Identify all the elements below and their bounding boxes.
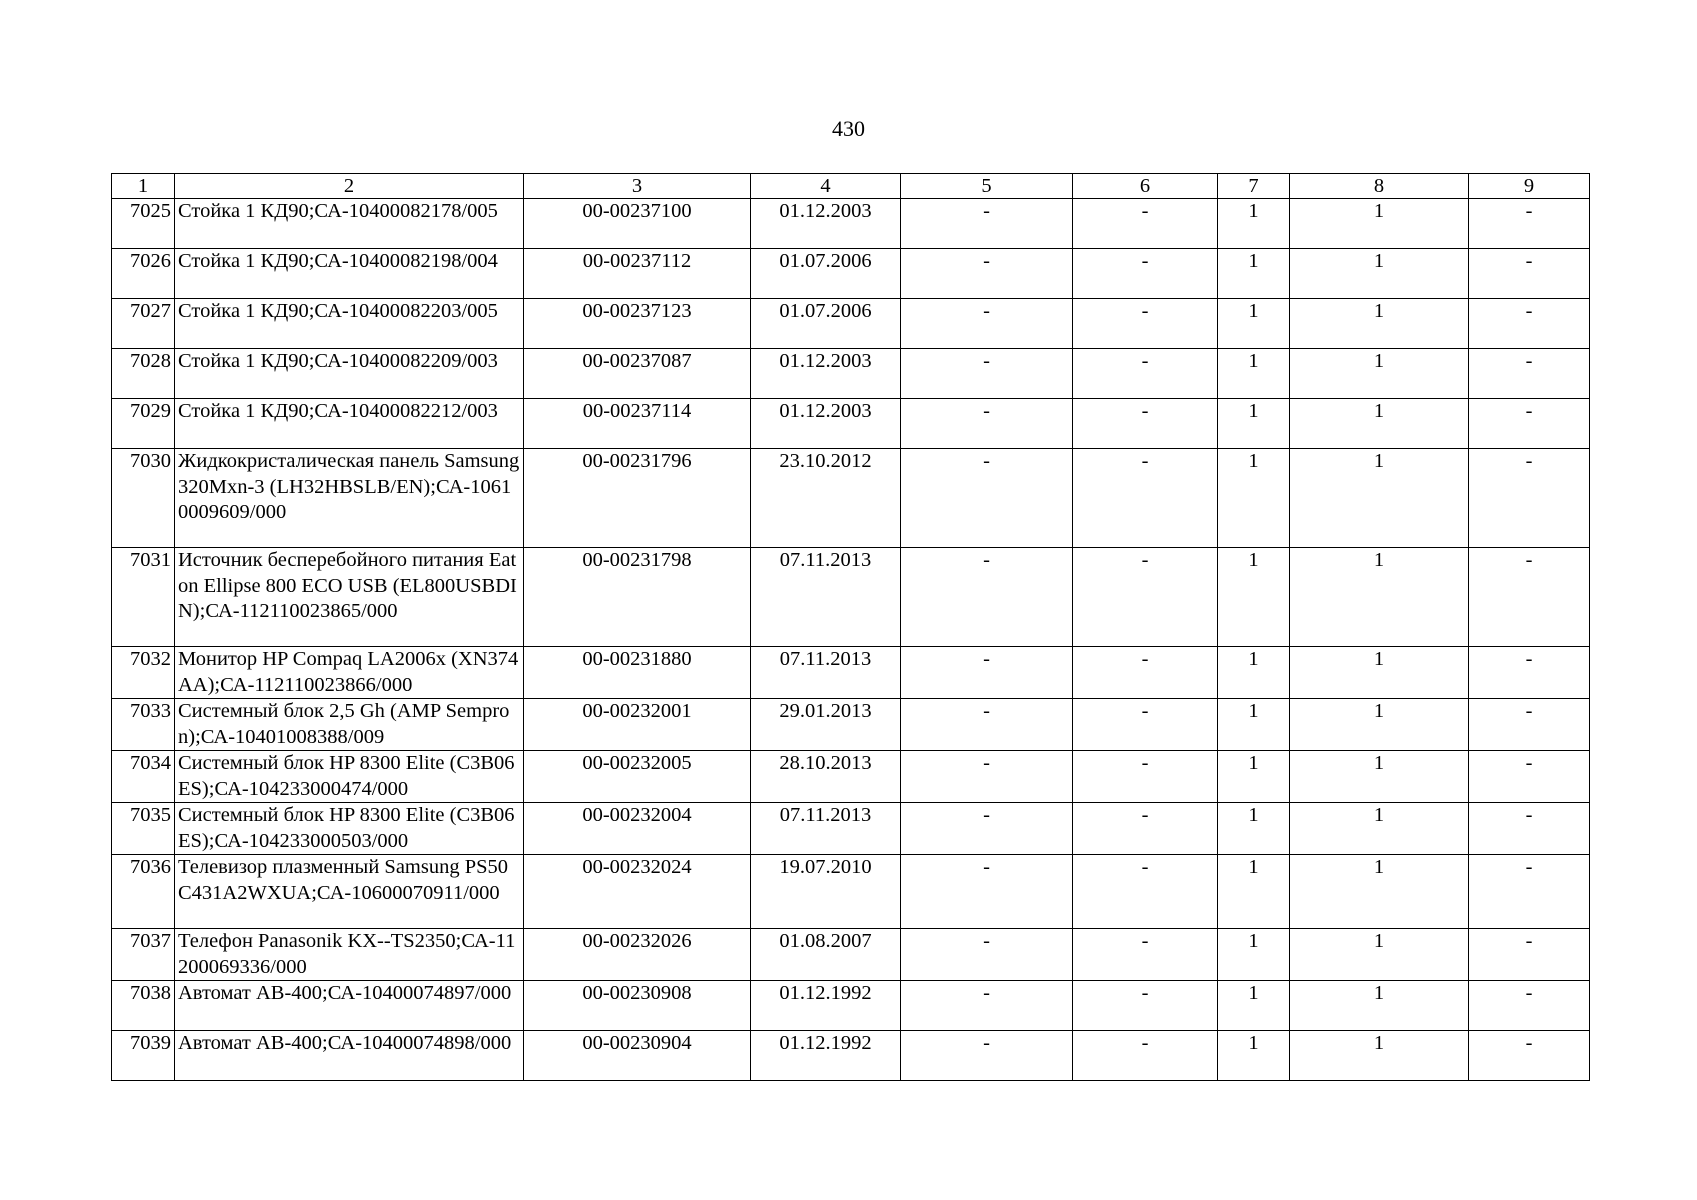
inventory-code-cell: 00-00237114: [524, 399, 751, 449]
column-8-cell: 1: [1290, 1031, 1469, 1081]
column-6-cell: -: [1073, 751, 1218, 803]
inventory-code-cell: 00-00230904: [524, 1031, 751, 1081]
column-5-cell: -: [901, 399, 1073, 449]
column-9-cell: -: [1469, 647, 1590, 699]
inventory-code-cell: 00-00231798: [524, 548, 751, 647]
column-8-cell: 1: [1290, 803, 1469, 855]
date-cell: 23.10.2012: [751, 449, 901, 548]
column-7-cell: 1: [1218, 449, 1290, 548]
row-number-cell: 7033: [112, 699, 175, 751]
item-name-cell: Системный блок HP 8300 Elite (C3B06ES);СА-104233000503/000: [175, 803, 524, 855]
column-7-cell: 1: [1218, 751, 1290, 803]
column-7-cell: 1: [1218, 981, 1290, 1031]
item-name-cell: Телевизор плазменный Samsung PS50C431A2WXUA;СА-10600070911/000: [175, 855, 524, 929]
column-8-cell: 1: [1290, 299, 1469, 349]
row-number-cell: 7037: [112, 929, 175, 981]
date-cell: 01.12.1992: [751, 981, 901, 1031]
inventory-table: [111, 173, 1590, 1081]
column-6-cell: -: [1073, 449, 1218, 548]
row-number-cell: 7028: [112, 349, 175, 399]
item-name-cell: Жидкокристалическая панель Samsung 320Mxn-3 (LH32HBSLB/EN);СА-10610009609/000: [175, 449, 524, 548]
column-6-cell: -: [1073, 647, 1218, 699]
column-9-cell: -: [1469, 981, 1590, 1031]
row-number-cell: 7035: [112, 803, 175, 855]
table-row: [112, 399, 1590, 449]
column-9-cell: -: [1469, 199, 1590, 249]
inventory-code-cell: 00-00237100: [524, 199, 751, 249]
table-row: [112, 855, 1590, 929]
column-7-cell: 1: [1218, 929, 1290, 981]
column-7-cell: 1: [1218, 299, 1290, 349]
column-5-cell: -: [901, 699, 1073, 751]
column-8-cell: 1: [1290, 449, 1469, 548]
column-8-cell: 1: [1290, 349, 1469, 399]
date-cell: 07.11.2013: [751, 548, 901, 647]
table-row: [112, 548, 1590, 647]
row-number-cell: 7029: [112, 399, 175, 449]
row-number-cell: 7032: [112, 647, 175, 699]
column-9-cell: -: [1469, 449, 1590, 548]
column-6-cell: -: [1073, 399, 1218, 449]
date-cell: 01.12.2003: [751, 199, 901, 249]
column-5-cell: -: [901, 803, 1073, 855]
column-6-cell: -: [1073, 548, 1218, 647]
item-name-cell: Стойка 1 КД90;СА-10400082209/003: [175, 349, 524, 399]
column-5-cell: -: [901, 349, 1073, 399]
date-cell: 01.07.2006: [751, 249, 901, 299]
table-body: [112, 199, 1590, 1081]
row-number-cell: 7025: [112, 199, 175, 249]
inventory-code-cell: 00-00232004: [524, 803, 751, 855]
table-row: [112, 751, 1590, 803]
column-6-cell: -: [1073, 299, 1218, 349]
column-7-cell: 1: [1218, 548, 1290, 647]
column-5-cell: -: [901, 548, 1073, 647]
column-6-cell: -: [1073, 199, 1218, 249]
column-9-cell: -: [1469, 855, 1590, 929]
column-9-cell: -: [1469, 1031, 1590, 1081]
page-number: 430: [832, 116, 865, 141]
column-5-cell: -: [901, 199, 1073, 249]
inventory-code-cell: 00-00231796: [524, 449, 751, 548]
column-5-cell: -: [901, 647, 1073, 699]
date-cell: 01.08.2007: [751, 929, 901, 981]
column-header: 4: [751, 174, 901, 199]
column-6-cell: -: [1073, 981, 1218, 1031]
table-row: [112, 803, 1590, 855]
inventory-code-cell: 00-00237112: [524, 249, 751, 299]
table-row: [112, 349, 1590, 399]
column-header: 6: [1073, 174, 1218, 199]
row-number-cell: 7036: [112, 855, 175, 929]
item-name-cell: Автомат АВ-400;СА-10400074897/000: [175, 981, 524, 1031]
column-6-cell: -: [1073, 1031, 1218, 1081]
row-number-cell: 7030: [112, 449, 175, 548]
column-8-cell: 1: [1290, 548, 1469, 647]
date-cell: 29.01.2013: [751, 699, 901, 751]
column-9-cell: -: [1469, 548, 1590, 647]
inventory-code-cell: 00-00232001: [524, 699, 751, 751]
date-cell: 28.10.2013: [751, 751, 901, 803]
date-cell: 01.07.2006: [751, 299, 901, 349]
inventory-code-cell: 00-00230908: [524, 981, 751, 1031]
column-6-cell: -: [1073, 803, 1218, 855]
column-header: 8: [1290, 174, 1469, 199]
column-header: 9: [1469, 174, 1590, 199]
table-row: [112, 249, 1590, 299]
date-cell: 01.12.1992: [751, 1031, 901, 1081]
column-header: 2: [175, 174, 524, 199]
row-number-cell: 7027: [112, 299, 175, 349]
header-row: [112, 174, 1590, 199]
column-6-cell: -: [1073, 249, 1218, 299]
row-number-cell: 7031: [112, 548, 175, 647]
table-row: [112, 449, 1590, 548]
date-cell: 07.11.2013: [751, 647, 901, 699]
column-header: 5: [901, 174, 1073, 199]
column-5-cell: -: [901, 1031, 1073, 1081]
item-name-cell: Стойка 1 КД90;СА-10400082212/003: [175, 399, 524, 449]
item-name-cell: Автомат АВ-400;СА-10400074898/000: [175, 1031, 524, 1081]
column-6-cell: -: [1073, 699, 1218, 751]
table-row: [112, 299, 1590, 349]
column-7-cell: 1: [1218, 199, 1290, 249]
column-9-cell: -: [1469, 929, 1590, 981]
column-8-cell: 1: [1290, 249, 1469, 299]
inventory-code-cell: 00-00237087: [524, 349, 751, 399]
item-name-cell: Системный блок HP 8300 Elite (C3B06ES);СА-104233000474/000: [175, 751, 524, 803]
column-8-cell: 1: [1290, 855, 1469, 929]
column-5-cell: -: [901, 449, 1073, 548]
column-7-cell: 1: [1218, 855, 1290, 929]
item-name-cell: Монитор HP Compaq LA2006x (XN374AA);СА-112110023866/000: [175, 647, 524, 699]
column-9-cell: -: [1469, 699, 1590, 751]
column-8-cell: 1: [1290, 699, 1469, 751]
table-row: [112, 1031, 1590, 1081]
row-number-cell: 7039: [112, 1031, 175, 1081]
column-7-cell: 1: [1218, 249, 1290, 299]
column-8-cell: 1: [1290, 929, 1469, 981]
column-6-cell: -: [1073, 855, 1218, 929]
date-cell: 07.11.2013: [751, 803, 901, 855]
table-row: [112, 647, 1590, 699]
column-6-cell: -: [1073, 349, 1218, 399]
row-number-cell: 7034: [112, 751, 175, 803]
column-9-cell: -: [1469, 751, 1590, 803]
row-number-cell: 7038: [112, 981, 175, 1031]
column-header: 7: [1218, 174, 1290, 199]
item-name-cell: Стойка 1 КД90;СА-10400082198/004: [175, 249, 524, 299]
table-row: [112, 981, 1590, 1031]
table-row: [112, 199, 1590, 249]
column-9-cell: -: [1469, 249, 1590, 299]
date-cell: 19.07.2010: [751, 855, 901, 929]
column-6-cell: -: [1073, 929, 1218, 981]
column-header: 3: [524, 174, 751, 199]
inventory-code-cell: 00-00237123: [524, 299, 751, 349]
column-7-cell: 1: [1218, 1031, 1290, 1081]
table-row: [112, 699, 1590, 751]
column-8-cell: 1: [1290, 399, 1469, 449]
column-8-cell: 1: [1290, 981, 1469, 1031]
column-5-cell: -: [901, 299, 1073, 349]
inventory-code-cell: 00-00232005: [524, 751, 751, 803]
column-8-cell: 1: [1290, 647, 1469, 699]
column-5-cell: -: [901, 249, 1073, 299]
inventory-code-cell: 00-00232024: [524, 855, 751, 929]
item-name-cell: Источник бесперебойного питания Eaton Ellipse 800 ECO USB (EL800USBDIN);СА-112110023865/000: [175, 548, 524, 647]
date-cell: 01.12.2003: [751, 399, 901, 449]
column-5-cell: -: [901, 981, 1073, 1031]
column-7-cell: 1: [1218, 803, 1290, 855]
inventory-code-cell: 00-00231880: [524, 647, 751, 699]
table-row: [112, 929, 1590, 981]
column-7-cell: 1: [1218, 399, 1290, 449]
inventory-code-cell: 00-00232026: [524, 929, 751, 981]
column-9-cell: -: [1469, 299, 1590, 349]
column-7-cell: 1: [1218, 647, 1290, 699]
date-cell: 01.12.2003: [751, 349, 901, 399]
column-9-cell: -: [1469, 399, 1590, 449]
column-5-cell: -: [901, 929, 1073, 981]
item-name-cell: Стойка 1 КД90;СА-10400082203/005: [175, 299, 524, 349]
row-number-cell: 7026: [112, 249, 175, 299]
item-name-cell: Системный блок 2,5 Gh (AMP Sempron);СА-10401008388/009: [175, 699, 524, 751]
column-5-cell: -: [901, 751, 1073, 803]
column-5-cell: -: [901, 855, 1073, 929]
column-header: 1: [112, 174, 175, 199]
column-8-cell: 1: [1290, 199, 1469, 249]
item-name-cell: Стойка 1 КД90;СА-10400082178/005: [175, 199, 524, 249]
column-8-cell: 1: [1290, 751, 1469, 803]
column-9-cell: -: [1469, 349, 1590, 399]
column-7-cell: 1: [1218, 349, 1290, 399]
column-7-cell: 1: [1218, 699, 1290, 751]
item-name-cell: Телефон Panasonik KX--TS2350;СА-11200069336/000: [175, 929, 524, 981]
column-9-cell: -: [1469, 803, 1590, 855]
